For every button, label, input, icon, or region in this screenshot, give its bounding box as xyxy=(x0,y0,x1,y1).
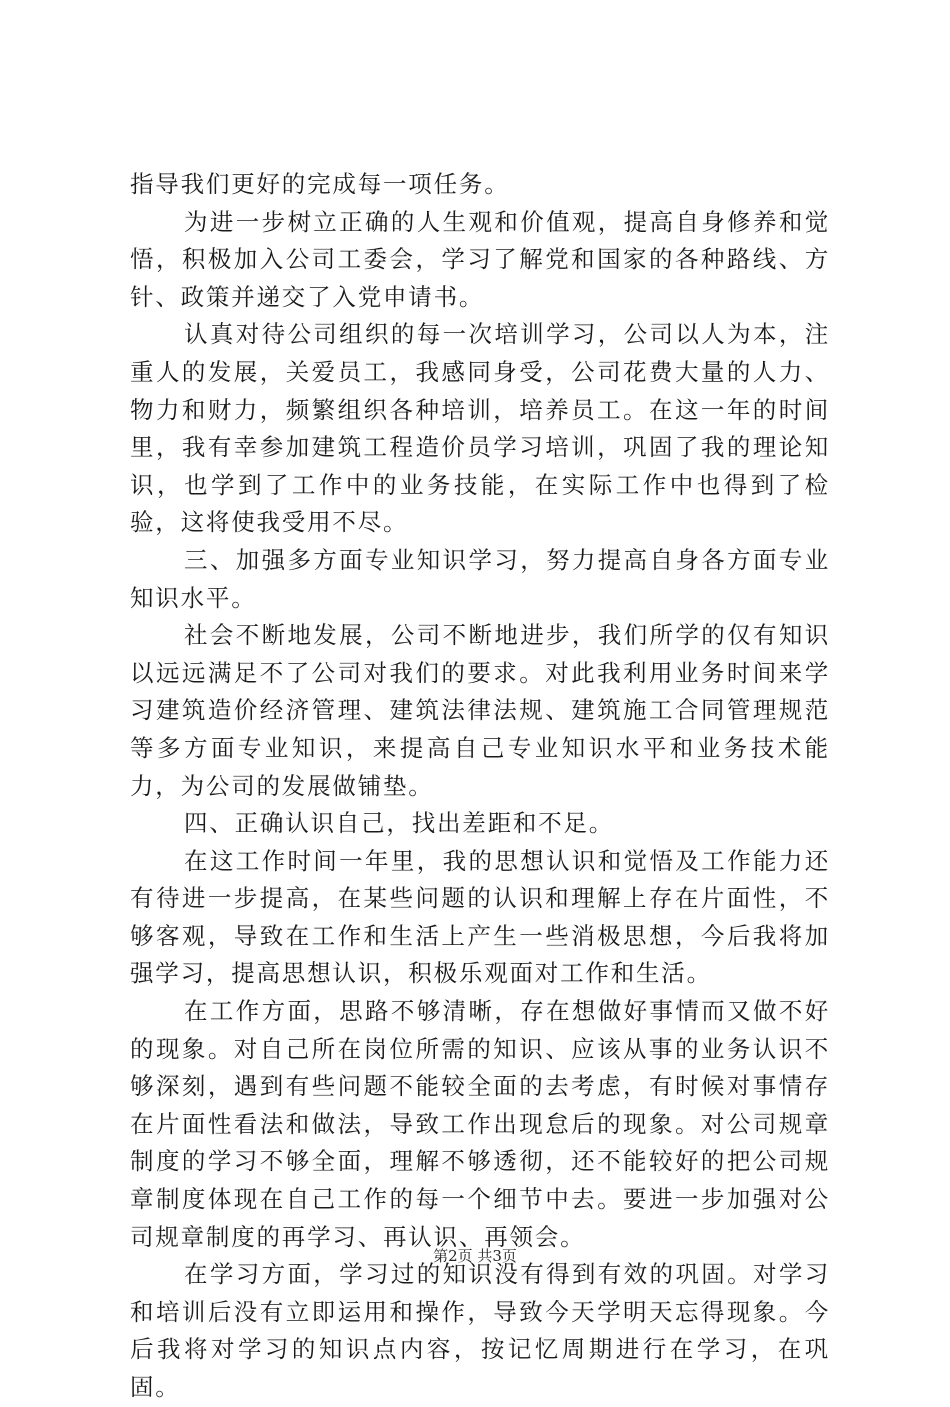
paragraph-5: 社会不断地发展，公司不断地进步，我们所学的仅有知识以远远满足不了公司对我们的要求。对此我利用业务时间来学习建筑造价经济管理、建筑法律法规、建筑施工合同管理规范等多方面专业知识，来提高自己专业知识水平和业务技术能力，为公司的发展做铺垫。 xyxy=(130,621,830,800)
paragraph-1: 指导我们更好的完成每一项任务。 xyxy=(130,170,510,198)
paragraph-7: 在这工作时间一年里，我的思想认识和觉悟及工作能力还有待进一步提高，在某些问题的认识和理解上存在片面性，不够客观，导致在工作和生活上产生一些消极思想，今后我将加强学习，提高思想认识，积极乐观面对工作和生活。 xyxy=(130,846,830,988)
document-body xyxy=(130,166,830,1407)
section-heading-3: 三、加强多方面专业知识学习，努力提高自身各方面专业知识水平。 xyxy=(130,545,830,612)
paragraph-8: 在工作方面，思路不够清晰，存在想做好事情而又做不好的现象。对自己所在岗位所需的知识、应该从事的业务认识不够深刻，遇到有些问题不能较全面的去考虑，有时候对事情存在片面性看法和做法，导致工作出现怠后的现象。对公司规章制度的学习不够全面，理解不够透彻，还不能较好的把公司规章制度体现在自己工作的每一个细节中去。要进一步加强对公司规章制度的再学习、再认识、再领会。 xyxy=(130,997,830,1251)
paragraph-2: 为进一步树立正确的人生观和价值观，提高自身修养和觉悟，积极加入公司工委会，学习了解党和国家的各种路线、方针、政策并递交了入党申请书。 xyxy=(130,207,830,311)
paragraph-3: 认真对待公司组织的每一次培训学习，公司以人为本，注重人的发展，关爱员工，我感同身受，公司花费大量的人力、物力和财力，频繁组织各种培训，培养员工。在这一年的时间里，我有幸参加建筑工程造价员学习培训，巩固了我的理论知识，也学到了工作中的业务技能，在实际工作中也得到了检验，这将使我受用不尽。 xyxy=(130,320,830,537)
section-heading-4: 四、正确认识自己，找出差距和不足。 xyxy=(184,809,615,838)
paragraph-9: 在学习方面，学习过的知识没有得到有效的巩固。对学习和培训后没有立即运用和操作，导致今天学明天忘得现象。今后我将对学习的知识点内容，按记忆周期进行在学习，在巩固。 xyxy=(130,1260,830,1401)
page-number-footer: 第2页 共3页 xyxy=(433,1247,517,1265)
